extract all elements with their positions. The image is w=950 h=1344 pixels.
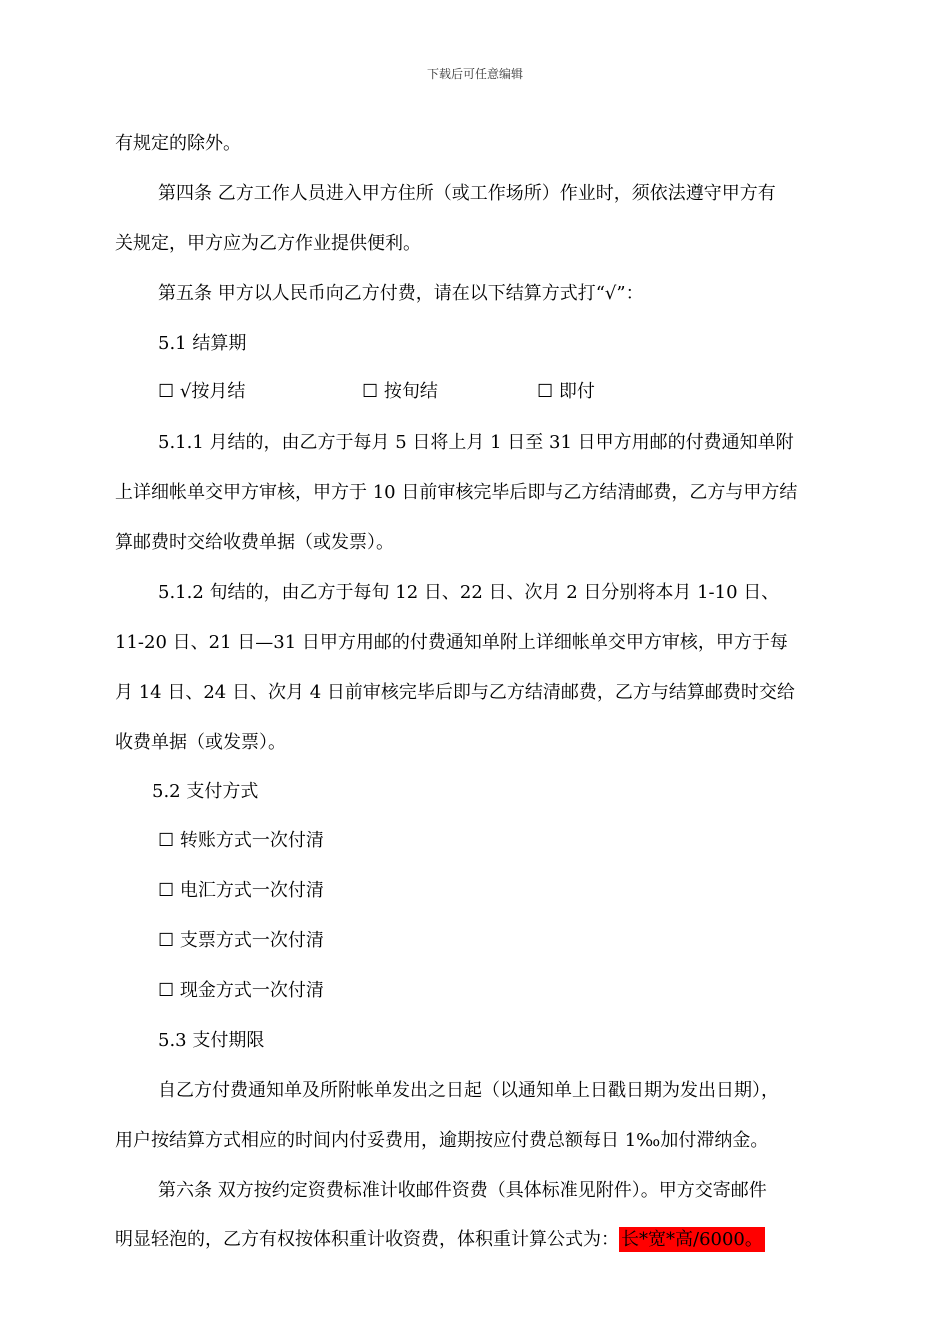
option-monthly-checkbox[interactable]: ☐ √按月结	[158, 381, 246, 402]
clause-5-1-1-line-1: 5.1.1 月结的，由乙方于每月 5 日将上月 1 日至 31 日甲方用邮的付费通知单附	[158, 432, 794, 453]
clause-5-1-2-line-1: 5.1.2 旬结的，由乙方于每旬 12 日、22 日、次月 2 日分别将本月 1-10 日、	[158, 582, 780, 603]
header-note: 下载后可任意编辑	[426, 67, 523, 81]
section-5-3-line-2: 用户按结算方式相应的时间内付妥费用，逾期按应付费总额每日 1‰加付滞纳金。	[115, 1130, 769, 1151]
article-5-line: 第五条 甲方以人民币向乙方付费，请在以下结算方式打“√”：	[158, 283, 644, 304]
clause-5-1-1-line-3: 算邮费时交给收费单据（或发票）。	[115, 532, 394, 553]
article-4-line-2: 关规定，甲方应为乙方作业提供便利。	[115, 233, 421, 254]
clause-5-1-1-line-2: 上详细帐单交甲方审核，甲方于 10 日前审核完毕后即与乙方结清邮费，乙方与甲方结	[115, 482, 798, 503]
volume-formula-highlight: 长*宽*高/6000。	[621, 1229, 763, 1250]
payment-wire-checkbox[interactable]: ☐ 电汇方式一次付清	[158, 880, 324, 901]
article-6-line-2	[115, 1228, 765, 1252]
section-5-2-heading: 5.2 支付方式	[152, 781, 259, 802]
payment-transfer-checkbox[interactable]: ☐ 转账方式一次付清	[158, 830, 324, 851]
option-ten-day-checkbox[interactable]: ☐ 按旬结	[362, 381, 438, 402]
clause-5-1-2-line-4: 收费单据（或发票）。	[115, 732, 286, 753]
clause-5-1-2-line-3: 月 14 日、24 日、次月 4 日前审核完毕后即与乙方结清邮费，乙方与结算邮费时交给	[115, 682, 795, 703]
section-5-3-heading: 5.3 支付期限	[158, 1030, 265, 1051]
section-5-1-heading: 5.1 结算期	[158, 333, 247, 354]
clause-5-1-2-line-2: 11-20 日、21 日—31 日甲方用邮的付费通知单附上详细帐单交甲方审核，甲方于每	[115, 632, 788, 653]
text-line-1: 有规定的除外。	[115, 133, 241, 154]
article-4-line-1: 第四条 乙方工作人员进入甲方住所（或工作场所）作业时，须依法遵守甲方有	[158, 183, 776, 204]
article-6-line-1: 第六条 双方按约定资费标准计收邮件资费（具体标准见附件）。甲方交寄邮件	[158, 1180, 767, 1201]
payment-cheque-checkbox[interactable]: ☐ 支票方式一次付清	[158, 930, 324, 951]
payment-cash-checkbox[interactable]: ☐ 现金方式一次付清	[158, 980, 324, 1001]
section-5-3-line-1: 自乙方付费通知单及所附帐单发出之日起（以通知单上日戳日期为发出日期），	[158, 1080, 779, 1101]
option-immediate-checkbox[interactable]: ☐ 即付	[537, 381, 595, 402]
article-6-line-2-text: 明显轻泡的，乙方有权按体积重计收资费，体积重计算公式为：	[115, 1229, 619, 1250]
